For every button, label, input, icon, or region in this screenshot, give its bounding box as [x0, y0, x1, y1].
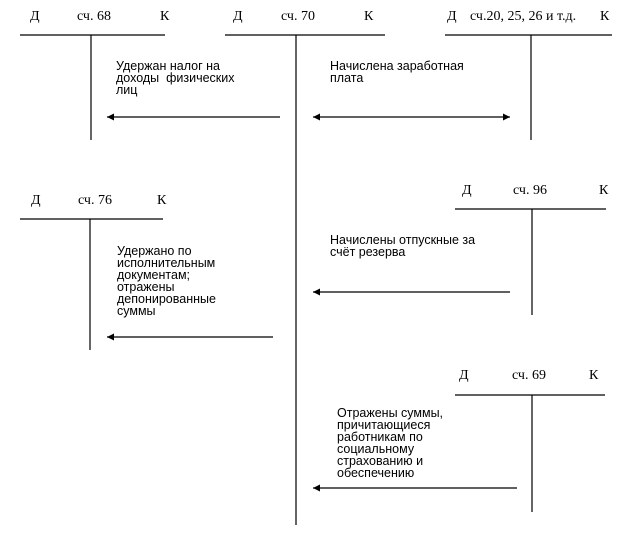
acc76-debit-label: Д	[31, 193, 41, 208]
acc69-debit-label: Д	[459, 368, 469, 383]
acc76-name: сч. 76	[78, 193, 112, 208]
acc69-credit-label: К	[589, 368, 599, 383]
acc20-name: сч.20, 25, 26 и т.д.	[470, 9, 577, 24]
acc96-name: сч. 96	[513, 183, 547, 198]
acc20-credit-label: К	[600, 9, 610, 24]
acc70-name: сч. 70	[281, 9, 315, 24]
acc68-credit-label: К	[160, 9, 170, 24]
acc70-credit-label: К	[364, 9, 374, 24]
acc20-debit-label: Д	[447, 9, 457, 24]
vacation-entry-label: Начислены отпускные за счёт резерва	[330, 233, 476, 259]
acc69-name: сч. 69	[512, 368, 546, 383]
acc76-credit-label: К	[157, 193, 167, 208]
acc68-debit-label: Д	[30, 9, 40, 24]
acc70-debit-label: Д	[233, 9, 243, 24]
acc96-debit-label: Д	[462, 183, 472, 198]
enforcement-entry-label: Удержано по исполнительным документам; отражены депонированные суммы	[117, 244, 216, 318]
social-entry-label: Отражены суммы, причитающиеся работникам по социальному страхованию и обеспечению	[337, 406, 444, 480]
acc96-credit-label: К	[599, 183, 609, 198]
tax-entry-label: Удержан налог на доходы физических лиц	[116, 59, 235, 97]
acc68-name: сч. 68	[77, 9, 111, 24]
salary-entry-label: Начислена заработная плата	[330, 59, 464, 85]
